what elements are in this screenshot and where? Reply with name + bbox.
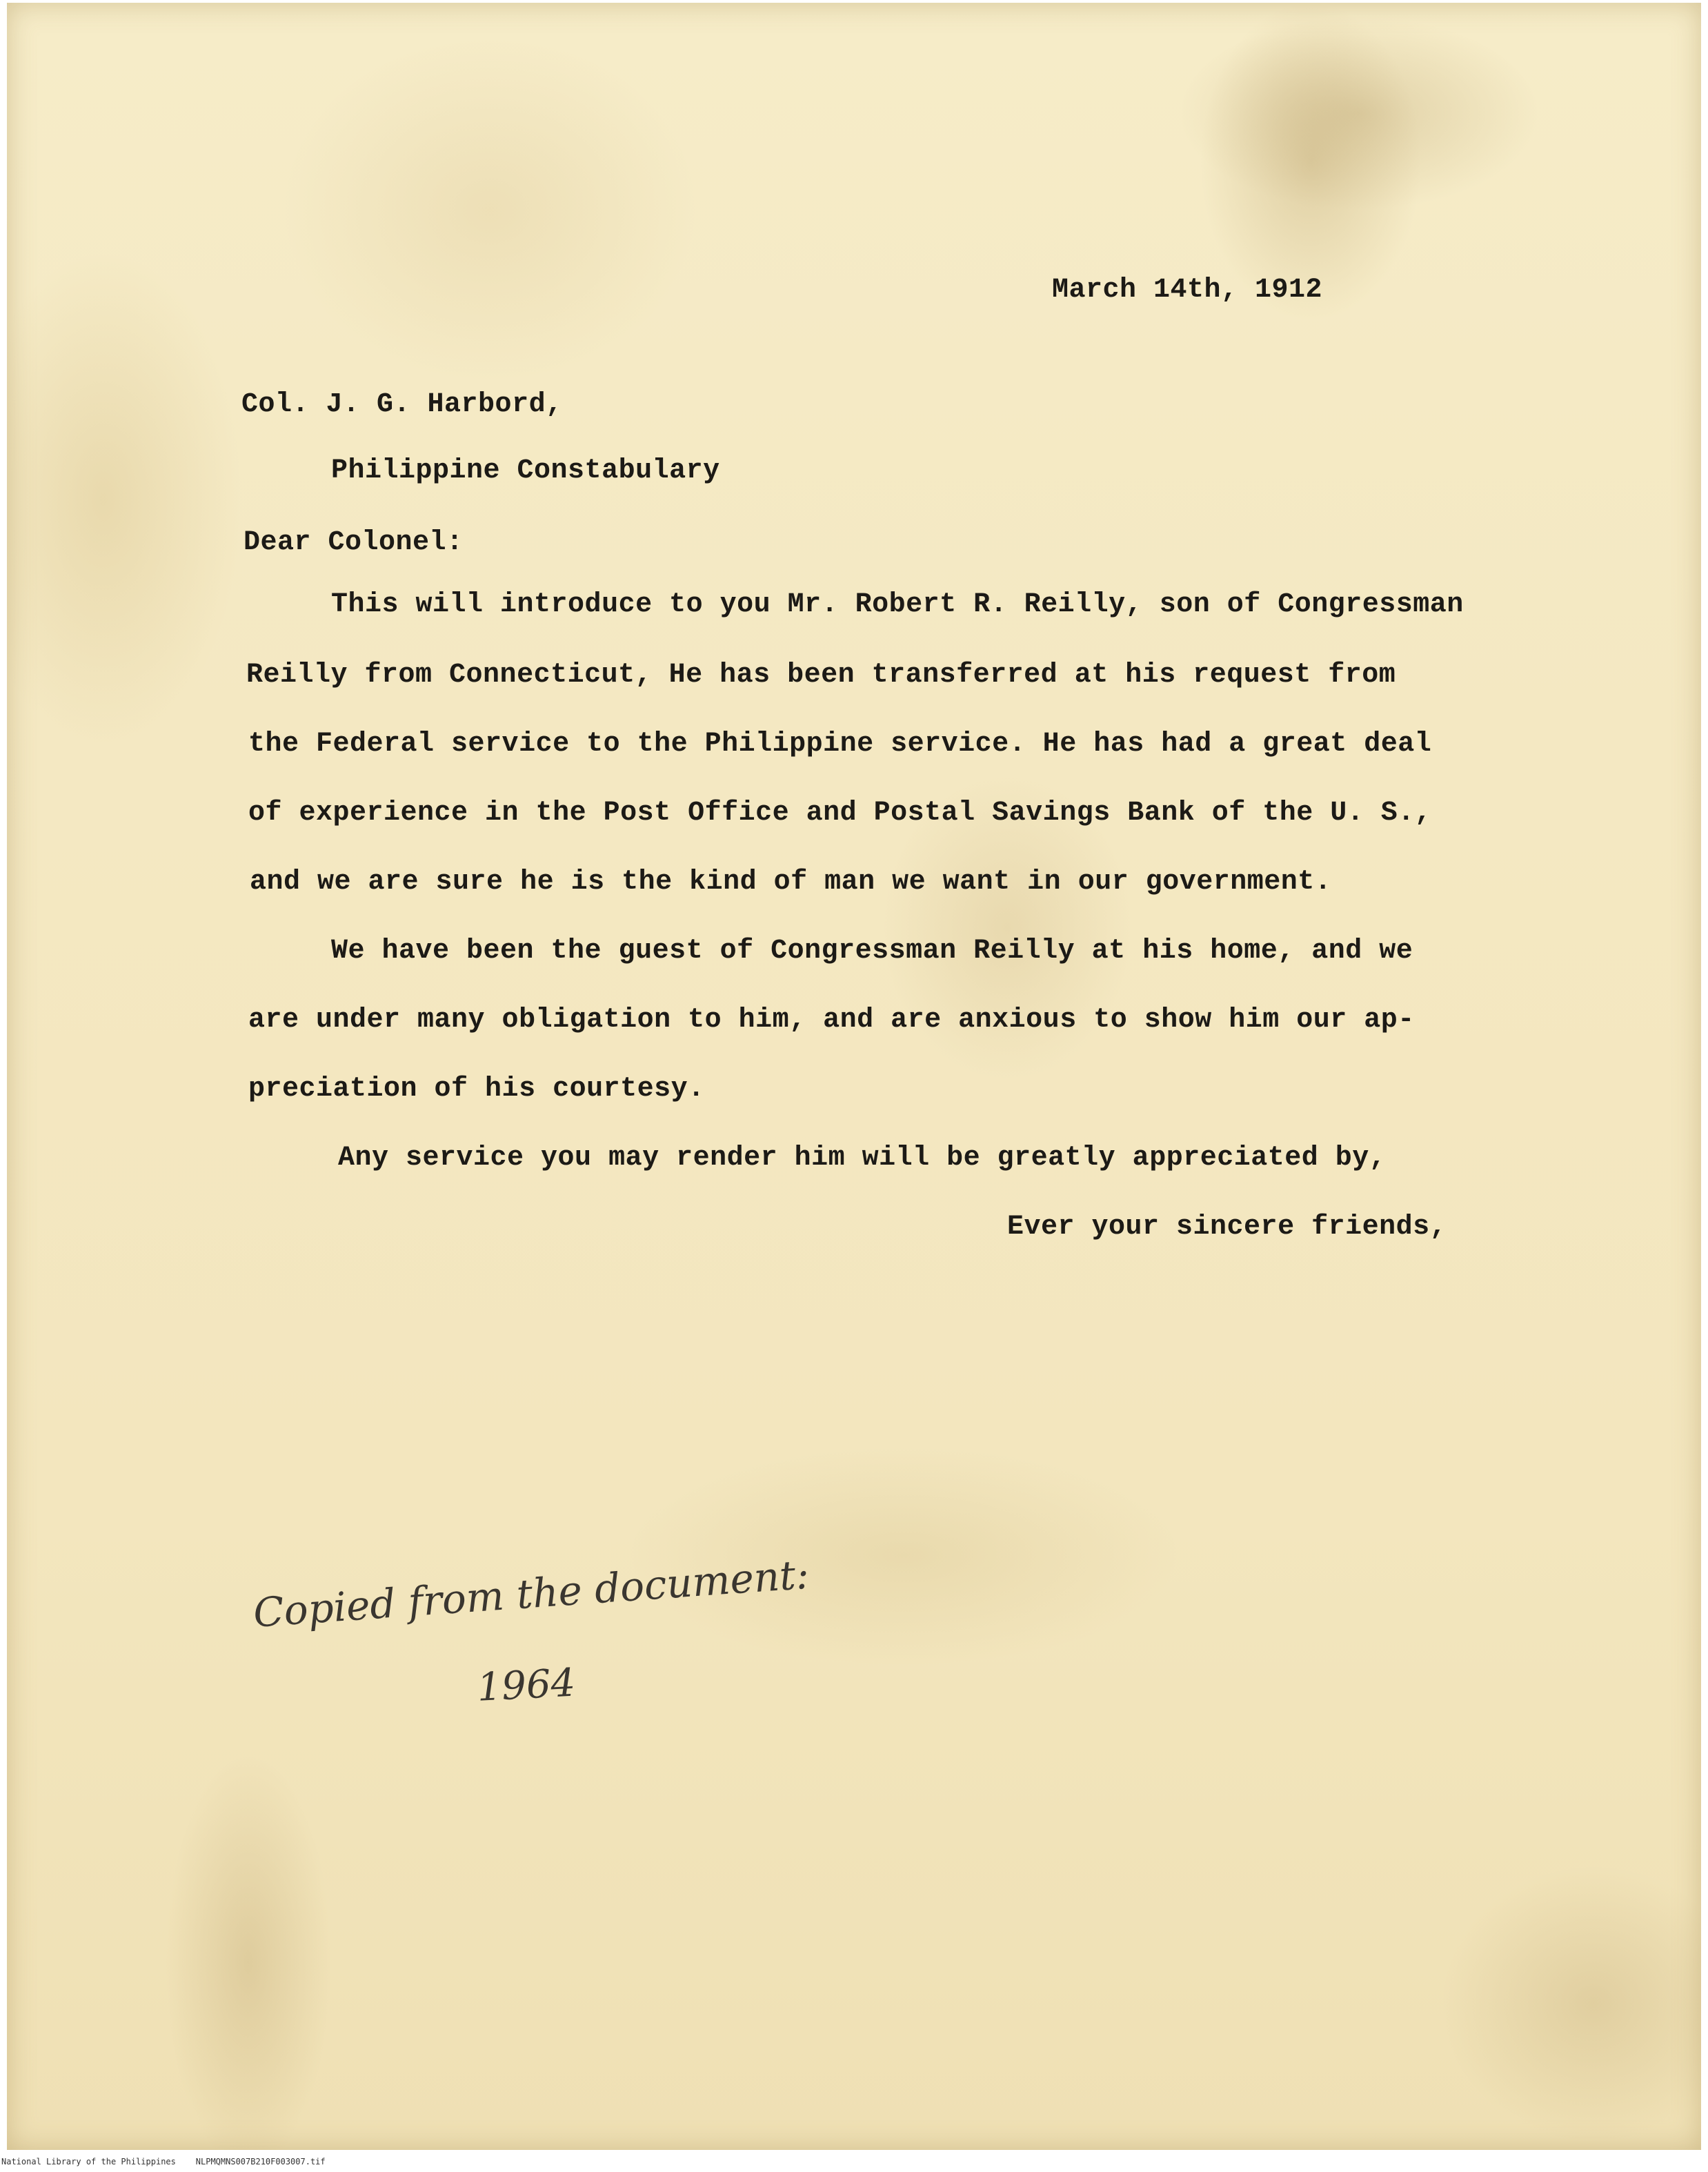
paragraph-2-line-1: We have been the guest of Congressman Reilly at his home, and we [331, 936, 1413, 967]
letter-paper [7, 3, 1701, 2150]
paragraph-1-line-1: This will introduce to you Mr. Robert R. Reilly, son of Congressman [331, 589, 1464, 620]
paragraph-1-line-5: and we are sure he is the kind of man we want in our government. [250, 867, 1332, 898]
addressee-organization: Philippine Constabulary [331, 455, 720, 486]
handwritten-note-line-2: 1964 [476, 1660, 577, 1710]
paragraph-1-line-2: Reilly from Connecticut, He has been transferred at his request from [246, 660, 1396, 691]
paragraph-2-line-3: preciation of his courtesy. [248, 1074, 705, 1105]
closing: Ever your sincere friends, [1007, 1212, 1447, 1243]
handwritten-note-line-1: Copied from the document: [252, 1550, 811, 1637]
archive-caption [1, 2157, 326, 2166]
paragraph-1-line-3: the Federal service to the Philippine service. He has had a great deal [248, 729, 1432, 760]
paragraph-2-line-2: are under many obligation to him, and are anxious to show him our ap- [248, 1005, 1415, 1036]
paragraph-3: Any service you may render him will be greatly appreciated by, [338, 1143, 1387, 1174]
salutation: Dear Colonel: [244, 527, 464, 558]
archive-filename: NLPMQMNS007B210F003007.tif [195, 2157, 326, 2166]
archive-library-name: National Library of the Philippines [1, 2157, 176, 2166]
addressee-name: Col. J. G. Harbord, [241, 389, 563, 420]
letter-date: March 14th, 1912 [1052, 275, 1323, 306]
paragraph-1-line-4: of experience in the Post Office and Postal Savings Bank of the U. S., [248, 798, 1432, 829]
